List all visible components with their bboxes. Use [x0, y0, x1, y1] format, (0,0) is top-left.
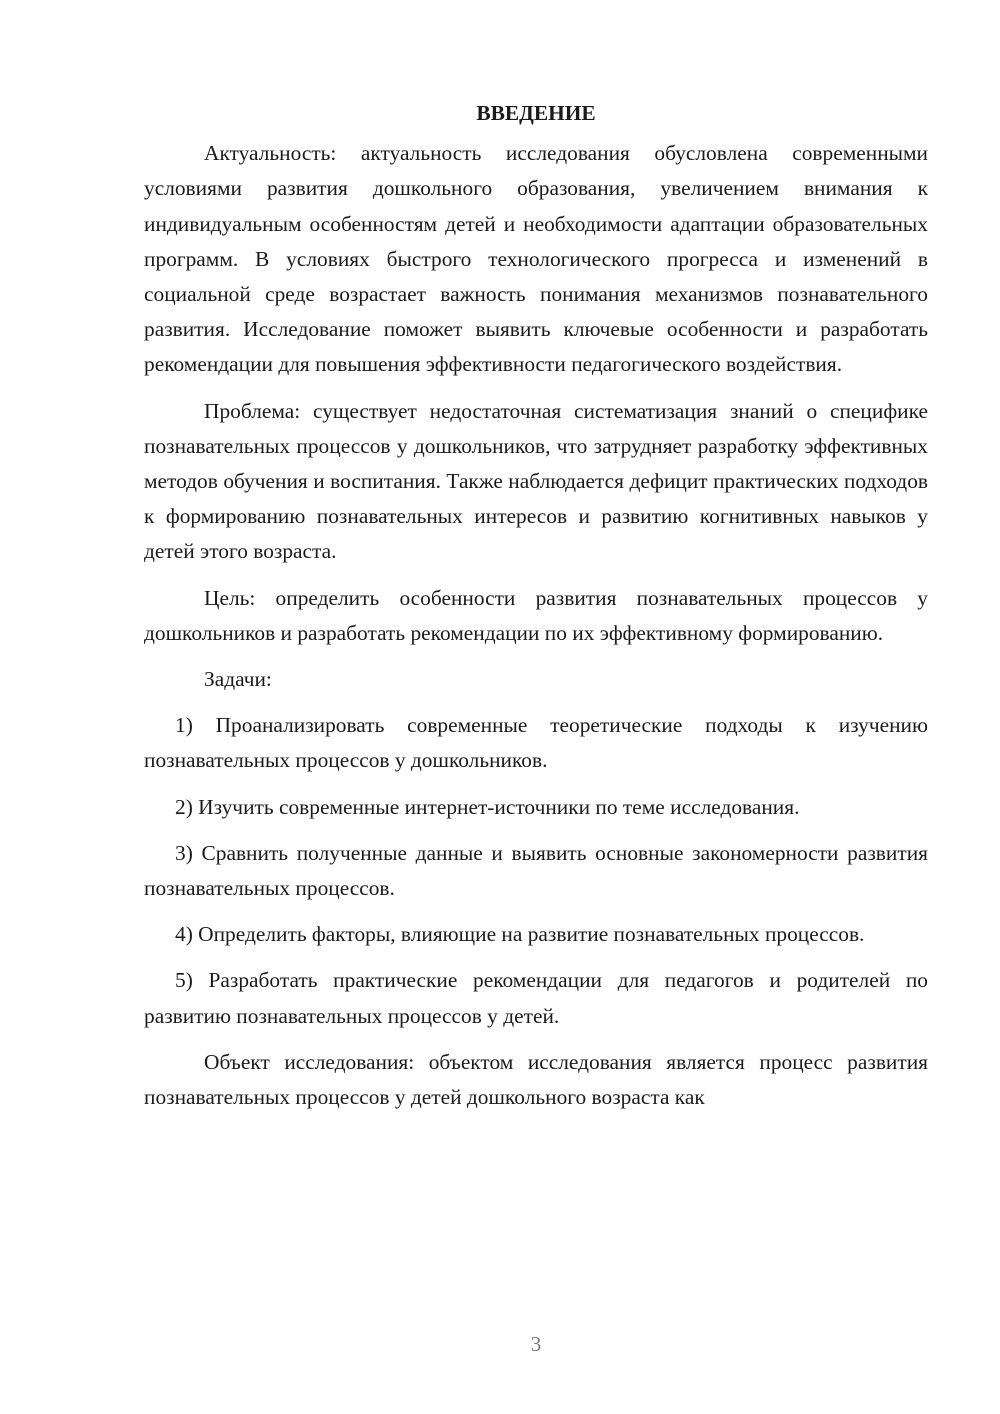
page-number: 3: [530, 1332, 542, 1356]
paragraph-goal: Цель: определить особенности развития познавательных процессов у дошкольников и разработать рекомендации по их эффективному формированию.: [144, 585, 928, 645]
paragraph-problem: Проблема: существует недостаточная систематизация знаний о специфике познавательных процессов у дошкольников, что затрудняет разработку эффективных методов обучения и воспитания. Также наблюдается дефицит практических подходов к формированию познавательных интересов и развитию когнитивных навыков у детей этого возраста.: [144, 398, 928, 564]
paragraph-tasks-heading: Задачи:: [204, 667, 272, 692]
task-item: 1) Проанализировать современные теоретические подходы к изучению познавательных процессов у дошкольников.: [144, 713, 928, 773]
task-item: 2) Изучить современные интернет-источники по теме исследования.: [175, 794, 800, 819]
paragraph-object: Объект исследования: объектом исследования является процесс развития познавательных процессов у детей дошкольного возраста как: [144, 1049, 928, 1110]
task-item: 4) Определить факторы, влияющие на развитие познавательных процессов.: [175, 922, 865, 947]
document-page: [144, 96, 928, 1115]
section-title: ВВЕДЕНИЕ: [476, 101, 596, 125]
task-item: 3) Сравнить полученные данные и выявить основные закономерности развития познавательных процессов.: [144, 840, 928, 901]
task-item: 5) Разработать практические рекомендации для педагогов и родителей по развитию познавательных процессов у детей.: [144, 968, 928, 1028]
paragraph-relevance: Актуальность: актуальность исследования обусловлена современными условиями развития дошкольного образования, увеличением внимания к индивидуальным особенностям детей и необходимости адаптации образовательных программ. В условиях быстрого технологического прогресса и изменений в социальной среде возрастает важность понимания механизмов познавательного развития. Исследование поможет выявить ключевые особенности и разработать рекомендации для повышения эффективности педагогического воздействия.: [144, 141, 928, 377]
